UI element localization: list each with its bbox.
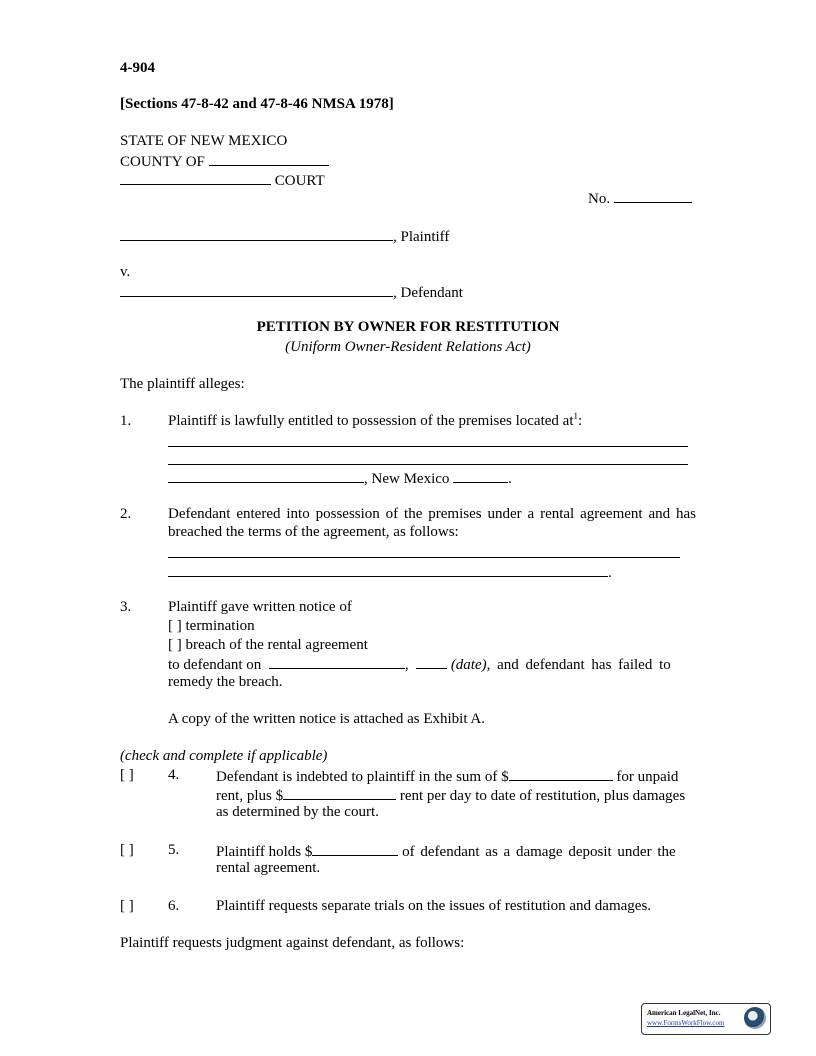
case-number-blank[interactable] [614, 188, 692, 203]
defendant-label: , Defendant [393, 285, 463, 301]
versus-label: v. [120, 264, 131, 280]
termination-checkbox[interactable]: [ ] termination [168, 618, 255, 634]
para1-footnote: 1 [573, 411, 578, 421]
para4-line2 [216, 785, 685, 805]
exhibit-text: A copy of the written notice is attached as Exhibit A. [168, 711, 486, 727]
date-comma: , [404, 657, 409, 673]
para5-holds-label: Plaintiff holds $ [216, 844, 313, 860]
address-city-line [168, 468, 512, 488]
para4-per-day-label: rent per day to date of restitution, plus damages [399, 788, 686, 804]
court-blank[interactable] [120, 170, 271, 185]
globe-icon [744, 1007, 766, 1029]
deposit-blank[interactable] [312, 841, 398, 856]
document-subtitle: (Uniform Owner-Resident Relations Act) [285, 339, 531, 355]
para6-text: Plaintiff requests separate trials on the issues of restitution and damages. [216, 898, 652, 914]
court-label: COURT [274, 173, 325, 189]
document-title: PETITION BY OWNER FOR RESTITUTION [256, 319, 560, 335]
county-label: COUNTY OF [120, 154, 205, 170]
para1-number: 1. [120, 413, 132, 429]
para5-line1 [216, 841, 676, 861]
new-mexico-label: , New Mexico [364, 471, 450, 487]
address-line-1[interactable] [168, 446, 688, 447]
defendant-line [120, 282, 463, 302]
para1-period: . [508, 471, 512, 487]
para2-number: 2. [120, 506, 132, 522]
year-blank[interactable] [416, 654, 447, 669]
court-line [120, 170, 325, 190]
para1-colon: : [577, 413, 583, 429]
to-defendant-label: to defendant on [168, 657, 262, 673]
check-note: (check and complete if applicable) [120, 748, 328, 764]
breach-line-2[interactable] [168, 562, 608, 577]
para5-line2: rental agreement. [216, 860, 321, 876]
breach-checkbox[interactable]: [ ] breach of the rental agreement [168, 637, 368, 653]
address-line-2[interactable] [168, 464, 688, 465]
closing-text: Plaintiff requests judgment against defendant, as follows: [120, 935, 465, 951]
statute-sections: [Sections 47-8-42 and 47-8-46 NMSA 1978] [120, 96, 394, 112]
para6-number: 6. [168, 898, 180, 914]
para2-period: . [608, 565, 612, 581]
defendant-blank[interactable] [120, 282, 393, 297]
para5-deposit-label: of defendant as a damage deposit under the [402, 844, 676, 860]
remedy-text: remedy the breach. [168, 674, 283, 690]
para2-text: Defendant entered into possession of the premises under a rental agreement and has breached the terms of the agreement, as follows: [168, 506, 696, 540]
para4-sum-label: Defendant is indebted to plaintiff in the sum of $ [216, 769, 509, 785]
american-legalnet-logo[interactable] [641, 1003, 771, 1035]
county-line [120, 151, 329, 171]
para4-unpaid-label: for unpaid [616, 769, 679, 785]
para4-line1 [216, 766, 678, 786]
failed-text: , and defendant has failed to [486, 657, 671, 673]
para3-text: Plaintiff gave written notice of [168, 599, 352, 615]
plaintiff-blank[interactable] [120, 226, 393, 241]
para1-text-line [168, 412, 582, 430]
para5-number: 5. [168, 842, 180, 858]
daily-rent-blank[interactable] [283, 785, 396, 800]
para4-checkbox[interactable]: [ ] [120, 767, 134, 783]
case-number-line [588, 188, 692, 208]
para1-text: Plaintiff is lawfully entitled to possession of the premises located at [168, 413, 574, 429]
form-number: 4-904 [120, 60, 155, 76]
plaintiff-line [120, 226, 449, 246]
plaintiff-label: , Plaintiff [393, 229, 450, 245]
unpaid-sum-blank[interactable] [509, 766, 613, 781]
intro-text: The plaintiff alleges: [120, 376, 245, 392]
case-number-label: No. [588, 191, 611, 207]
zip-blank[interactable] [453, 468, 508, 483]
county-blank[interactable] [209, 151, 329, 166]
notice-date-blank[interactable] [269, 654, 405, 669]
para3-number: 3. [120, 599, 132, 615]
state-label: STATE OF NEW MEXICO [120, 133, 288, 149]
breach-line-1[interactable] [168, 557, 680, 558]
city-blank[interactable] [168, 468, 364, 483]
breach-line-2-row [168, 562, 612, 582]
para4-rent-label: rent, plus $ [216, 788, 284, 804]
para4-line3: as determined by the court. [216, 804, 379, 820]
notice-date-line [168, 654, 696, 674]
date-label: (date) [450, 657, 487, 673]
logo-url[interactable]: www.FormsWorkFlow.com [647, 1019, 725, 1027]
para5-checkbox[interactable]: [ ] [120, 842, 134, 858]
para4-number: 4. [168, 767, 180, 783]
para6-checkbox[interactable]: [ ] [120, 898, 134, 914]
logo-company: American LegalNet, Inc. [647, 1009, 721, 1017]
